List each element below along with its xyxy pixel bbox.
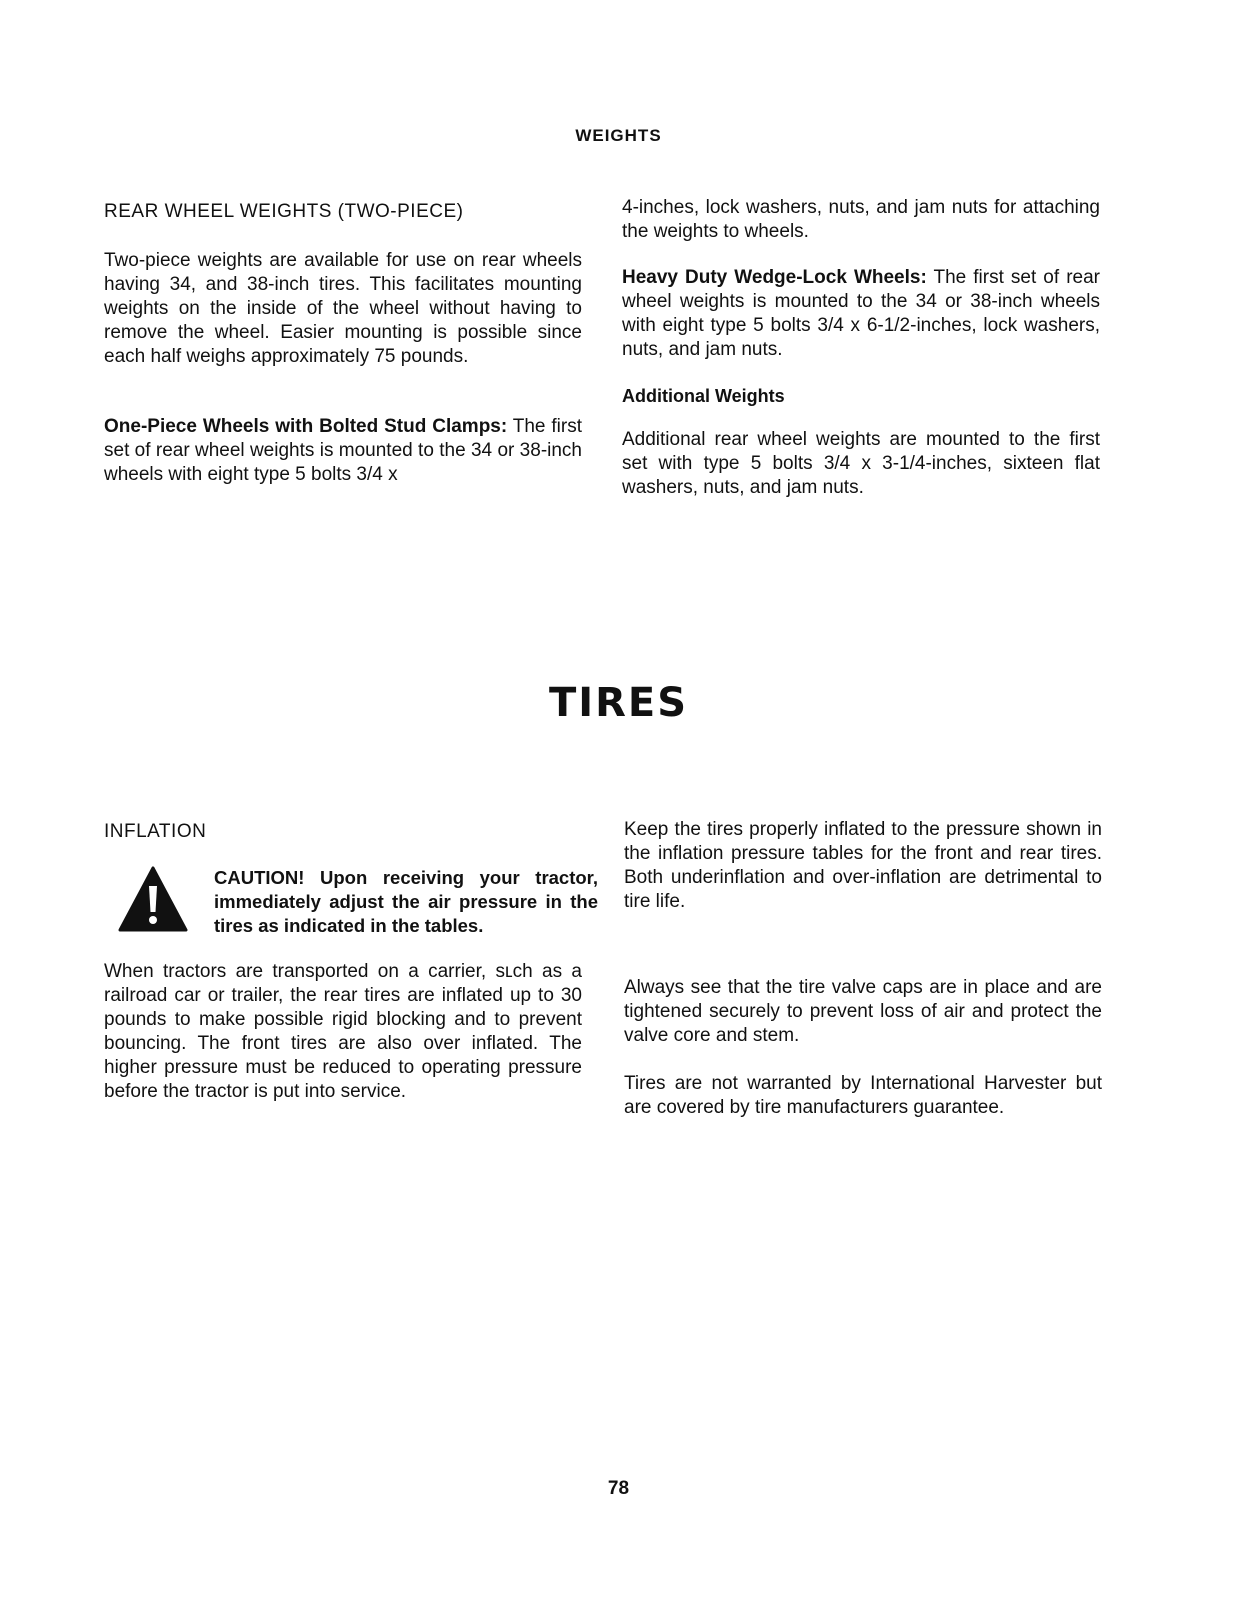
additional-weights-heading: Additional Weights <box>622 386 785 406</box>
two-piece-paragraph: Two-piece weights are available for use on rear wheels having 34, and 38-inch tires. This facilitates mounting weights on the inside of the wheel without having to remove the wheel. Easier mounting is possible since each half weighs approximately 75 pounds. <box>104 250 582 367</box>
warranty-paragraph: Tires are not warranted by International Harvester but are covered by tire manufacturers guarantee. <box>624 1073 1102 1118</box>
one-piece-label: One-Piece Wheels with Bolted Stud Clamps: <box>104 416 508 437</box>
one-piece-paragraph <box>104 415 582 487</box>
weights-left-column <box>104 200 582 487</box>
page-header: WEIGHTS <box>575 126 662 145</box>
warning-triangle-icon <box>118 866 188 932</box>
rear-wheel-weights-heading: REAR WHEEL WEIGHTS (TWO-PIECE) <box>104 201 464 222</box>
one-piece-text: The first set of rear wheel weights is mounted to the 34 or 38-inch wheels with eight type 5 bolts 3/4 x <box>104 416 582 485</box>
heavy-duty-label: Heavy Duty Wedge-Lock Wheels: <box>622 267 927 288</box>
valve-caps-paragraph: Always see that the tire valve caps are in place and are tightened securely to prevent loss of air and protect the valve core and stem. <box>624 977 1102 1046</box>
tires-right-column <box>624 818 1102 1120</box>
inflation-paragraph: Keep the tires properly inflated to the pressure shown in the inflation pressure tables for the front and rear tires. Both underinflation and over-inflation are detrimental to tire life. <box>624 819 1102 912</box>
tires-left-column <box>104 820 582 844</box>
page-number: 78 <box>607 1478 630 1499</box>
heavy-duty-paragraph <box>622 266 1100 362</box>
caution-text: CAUTION! Upon receiving your tractor, immediately adjust the air pressure in the tires as indicated in the tables. <box>214 867 598 936</box>
transport-column <box>104 960 582 1104</box>
tires-title: TIRES <box>548 680 689 726</box>
additional-weights-paragraph: Additional rear wheel weights are mounted to the first set with type 5 bolts 3/4 x 3-1/4-inches, sixteen flat washers, nuts, and jam nuts. <box>622 429 1100 498</box>
heavy-duty-text: The first set of rear wheel weights is mounted to the 34 or 38-inch wheels with eight type 5 bolts 3/4 x 6-1/2-inches, lock washers, nuts, and jam nuts. <box>622 267 1100 360</box>
weights-right-column <box>622 196 1100 500</box>
transport-paragraph: When tractors are transported on a carrier, sʟch as a railroad car or trailer, the rear tires are inflated up to 30 pounds to make possible rigid blocking and to prevent bouncing. The front tires are also over inflated. The higher pressure must be reduced to operating pressure before the tractor is put into service. <box>104 961 582 1102</box>
inflation-heading: INFLATION <box>104 821 207 842</box>
continued-paragraph: 4-inches, lock washers, nuts, and jam nuts for attaching the weights to wheels. <box>622 197 1100 242</box>
caution-block <box>118 866 598 946</box>
